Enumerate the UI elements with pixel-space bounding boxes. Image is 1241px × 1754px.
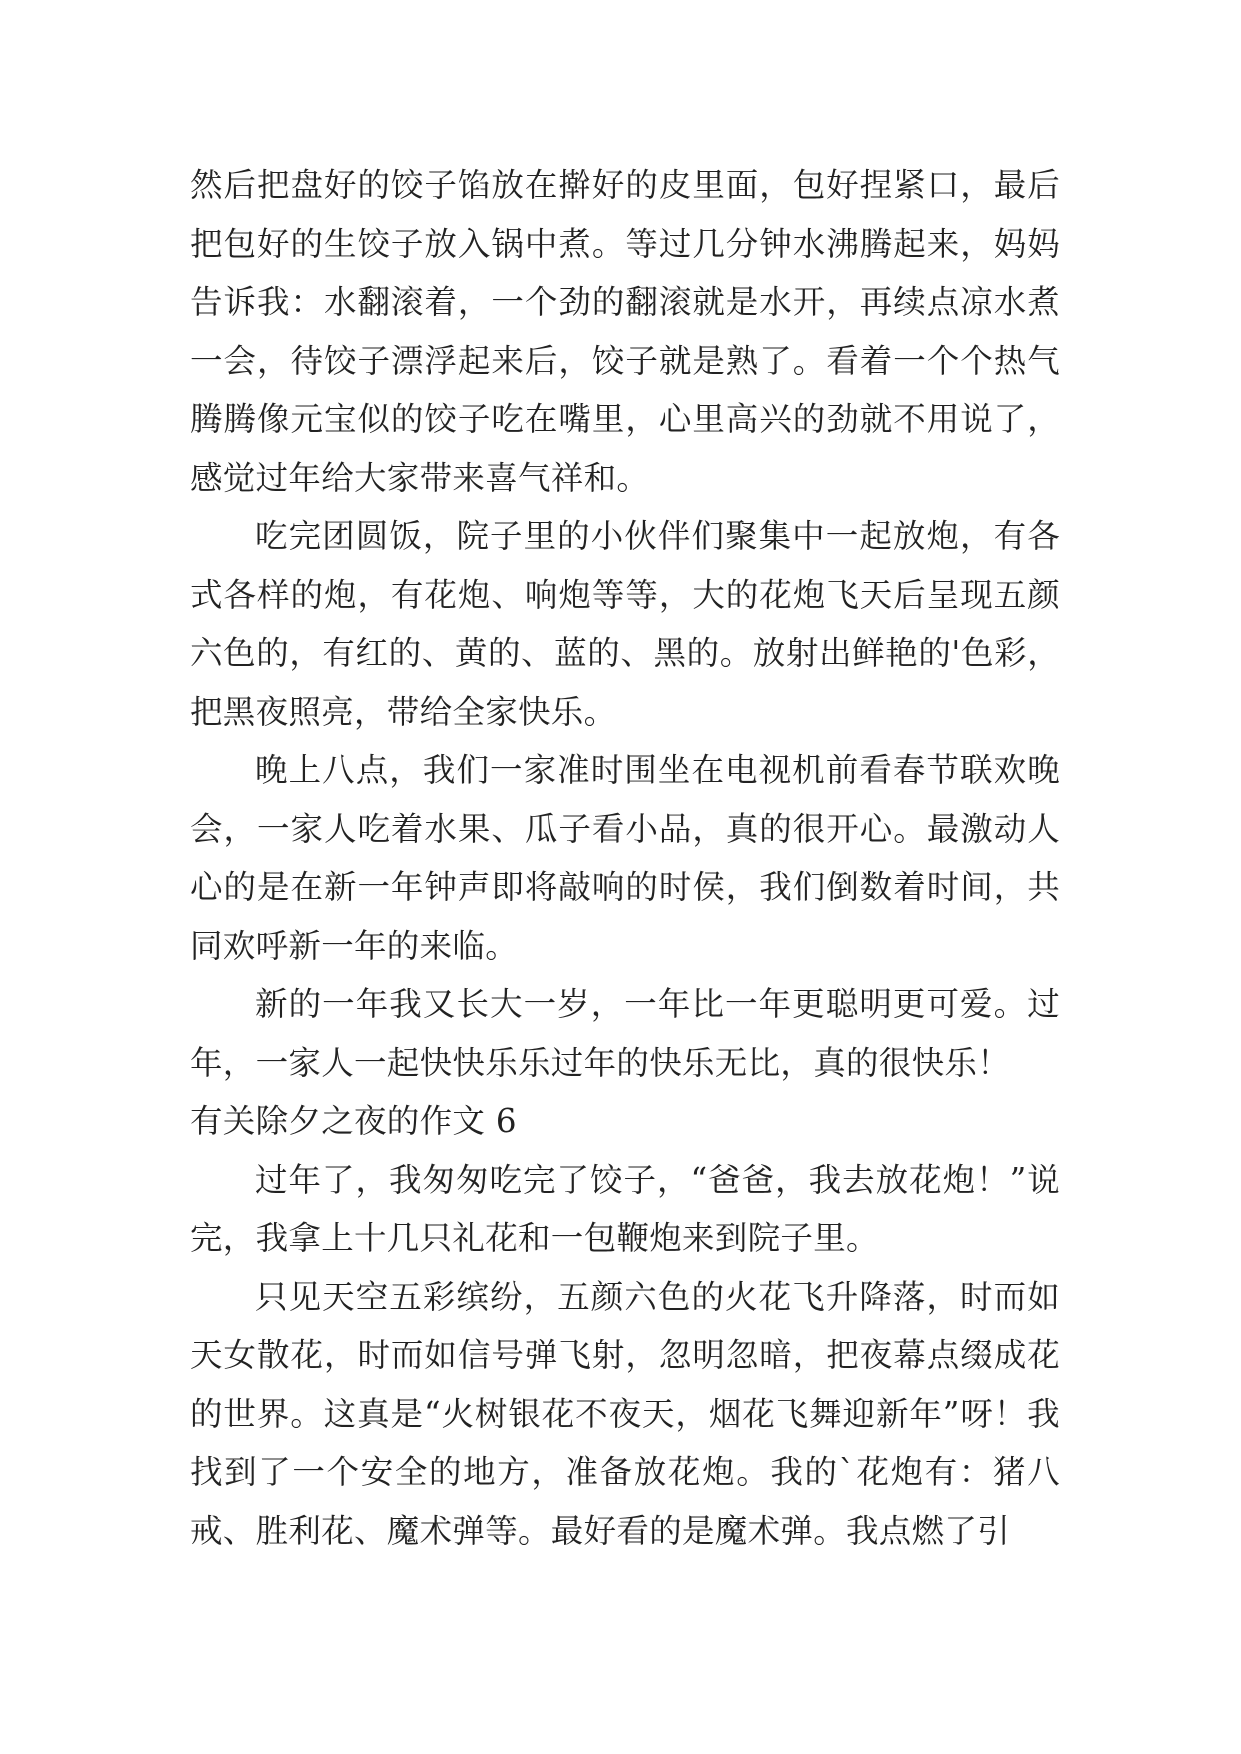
paragraph-2: 吃完团圆饭，院子里的小伙伴们聚集中一起放炮，有各式各样的炮，有花炮、响炮等等，大的花炮飞天后呈现五颜六色的，有红的、黄的、蓝的、黑的。放射出鲜艳的'色彩，把黑夜照亮，带给全家快乐。 [190,517,1060,731]
section-title: 有关除夕之夜的作文 6 [190,1102,517,1140]
paragraph-1: 然后把盘好的饺子馅放在擀好的皮里面，包好捏紧口，最后把包好的生饺子放入锅中煮。等过几分钟水沸腾起来，妈妈告诉我：水翻滚着，一个劲的翻滚就是水开，再续点凉水煮一会，待饺子漂浮起来后，饺子就是熟了。看着一个个热气腾腾像元宝似的饺子吃在嘴里，心里高兴的劲就不用说了，感觉过年给大家带来喜气祥和。 [190,166,1060,497]
paragraph-4: 新的一年我又长大一岁，一年比一年更聪明更可爱。过年，一家人一起快快乐乐过年的快乐无比，真的很快乐！ [190,985,1060,1082]
document-body [190,156,1060,1560]
paragraph-5: 过年了，我匆匆吃完了饺子，“爸爸，我去放花炮！”说完，我拿上十几只礼花和一包鞭炮来到院子里。 [190,1160,1060,1257]
paragraph-3: 晚上八点，我们一家准时围坐在电视机前看春节联欢晚会，一家人吃着水果、瓜子看小品，真的很开心。最激动人心的是在新一年钟声即将敲响的时侯，我们倒数着时间，共同欢呼新一年的来临。 [190,751,1060,965]
paragraph-6: 只见天空五彩缤纷，五颜六色的火花飞升降落，时而如天女散花，时而如信号弹飞射，忽明忽暗，把夜幕点缀成花的世界。这真是“火树银花不夜天，烟花飞舞迎新年”呀！我找到了一个安全的地方，准备放花炮。我的`花炮有：猪八戒、胜利花、魔术弹等。最好看的是魔术弹。我点燃了引 [190,1277,1060,1550]
